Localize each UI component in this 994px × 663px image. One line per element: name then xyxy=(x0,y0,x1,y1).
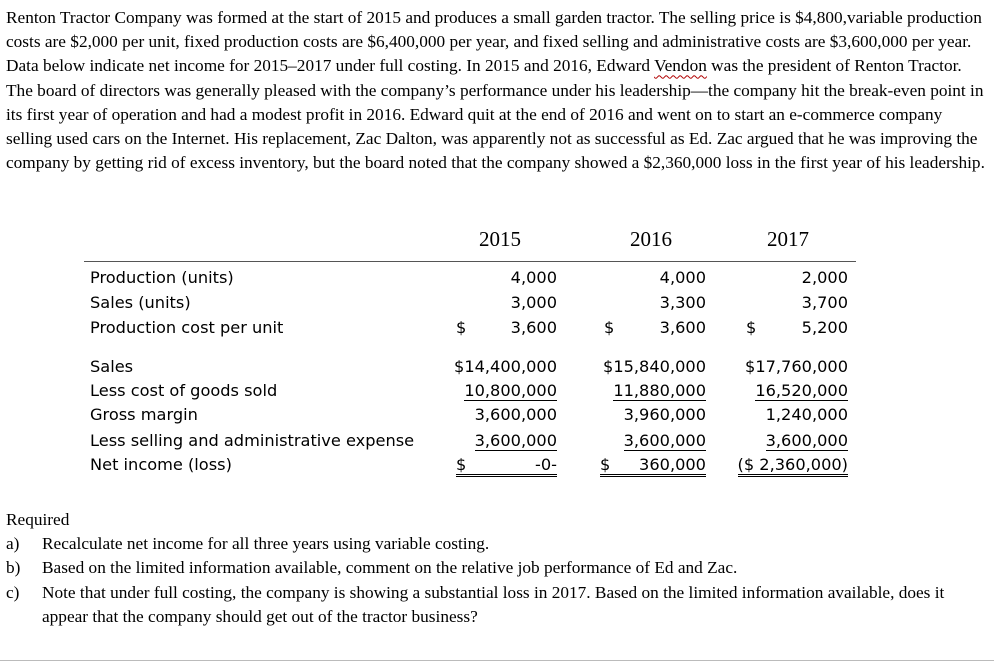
row-label-net-income: Net income (loss) xyxy=(90,455,232,474)
required-text-a: Recalculate net income for all three years using variable costing. xyxy=(42,534,490,554)
cell-production-2015: 4,000 xyxy=(510,268,557,287)
cell-gross-margin-2015: 3,600,000 xyxy=(474,405,557,424)
required-letter-b: b) xyxy=(6,558,21,578)
dollar-sign-2016: $ xyxy=(604,318,615,337)
cell-production-2016: 4,000 xyxy=(659,268,706,287)
cell-cost-per-unit-2017: 5,200 xyxy=(801,318,848,337)
row-label-sales: Sales xyxy=(90,357,134,376)
cell-sga-2016: 3,600,000 xyxy=(623,431,706,450)
cell-sales-units-2015: 3,000 xyxy=(510,293,557,312)
required-item-c xyxy=(6,581,988,629)
row-label-gross-margin: Gross margin xyxy=(90,405,198,424)
required-text-b: Based on the limited information available, comment on the relative job performance of Ed and Zac. xyxy=(42,558,738,578)
dollar-sign-2015: $ xyxy=(456,318,467,337)
cell-sales-2016: $15,840,000 xyxy=(603,357,706,376)
cell-cost-per-unit-2016: 3,600 xyxy=(659,318,706,337)
required-item-b xyxy=(6,556,988,580)
cell-sga-2015: 3,600,000 xyxy=(474,431,557,450)
cell-sales-units-2016: 3,300 xyxy=(659,293,706,312)
cell-production-2017: 2,000 xyxy=(801,268,848,287)
dollar-sign-net-2015: $ xyxy=(456,455,557,477)
cell-cogs-2015: 10,800,000 xyxy=(464,381,557,400)
year-header-2016: 2016 xyxy=(630,227,672,251)
row-label-sga: Less selling and administrative expense xyxy=(90,431,415,450)
intro-text-end: was the president of Renton Tractor. The board of directors was generally pleased with the company’s performance under his leadership—the company hit the break-even point in its first year of operation and had a modest profit in 2016. Edward quit at the end of 2016 and went on to start an e-commerce company selling used cars on the Internet. His replacement, Zac Dalton, was apparently not as successful as Ed. Zac argued that he was improving the company by getting rid of excess inventory, but the board noted that the company showed a $2,360,000 loss in the first year of his leadership. xyxy=(6,56,985,173)
cell-sga-2017: 3,600,000 xyxy=(765,431,848,450)
row-label-cogs: Less cost of goods sold xyxy=(90,381,278,400)
cell-sales-units-2017: 3,700 xyxy=(801,293,848,312)
cell-cogs-2016: 11,880,000 xyxy=(613,381,706,400)
required-heading: Required xyxy=(6,510,70,529)
cell-net-income-2016: 360,000 xyxy=(639,455,706,474)
cell-net-income-2015: -0- xyxy=(535,455,557,474)
required-letter-a: a) xyxy=(6,534,20,554)
row-label-sales-units: Sales (units) xyxy=(90,293,191,312)
cell-cogs-2017: 16,520,000 xyxy=(755,381,848,400)
page-bottom-rule xyxy=(0,660,994,661)
header-rule xyxy=(84,261,856,262)
required-text-c: Note that under full costing, the company is showing a substantial loss in 2017. Based on the limited information available, does it appear that the company should get out of the tractor business? xyxy=(42,582,945,626)
row-label-cost-per-unit: Production cost per unit xyxy=(90,318,284,337)
dollar-sign-2017: $ xyxy=(746,318,757,337)
cell-gross-margin-2016: 3,960,000 xyxy=(623,405,706,424)
spellcheck-flagged-word[interactable]: Vendon xyxy=(654,56,707,76)
cell-net-income-2017: ($ 2,360,000) xyxy=(738,455,848,477)
cell-gross-margin-2017: 1,240,000 xyxy=(765,405,848,424)
cell-sales-2017: $17,760,000 xyxy=(745,357,848,376)
cell-cost-per-unit-2015: 3,600 xyxy=(510,318,557,337)
required-letter-c: c) xyxy=(6,582,20,602)
year-header-2017: 2017 xyxy=(767,227,809,251)
intro-text-start: Renton Tractor Company was formed at the start of 2015 and produces a small garden tractor. The selling price is $4,800,variable production costs are $2,000 per unit, fixed production costs are $6,400,000 per year, and fixed selling and administrative costs are $3,600,000 per year. Data below indicate net income for 2015–2017 under full costing. In 2015 and 2016, Edward xyxy=(6,8,982,76)
cell-sales-2015: $14,400,000 xyxy=(454,357,557,376)
required-item-a xyxy=(6,532,988,556)
row-label-production: Production (units) xyxy=(90,268,234,287)
required-section xyxy=(6,508,988,629)
dollar-sign-net-2016: $ xyxy=(600,455,706,477)
year-header-2015: 2015 xyxy=(479,227,521,251)
